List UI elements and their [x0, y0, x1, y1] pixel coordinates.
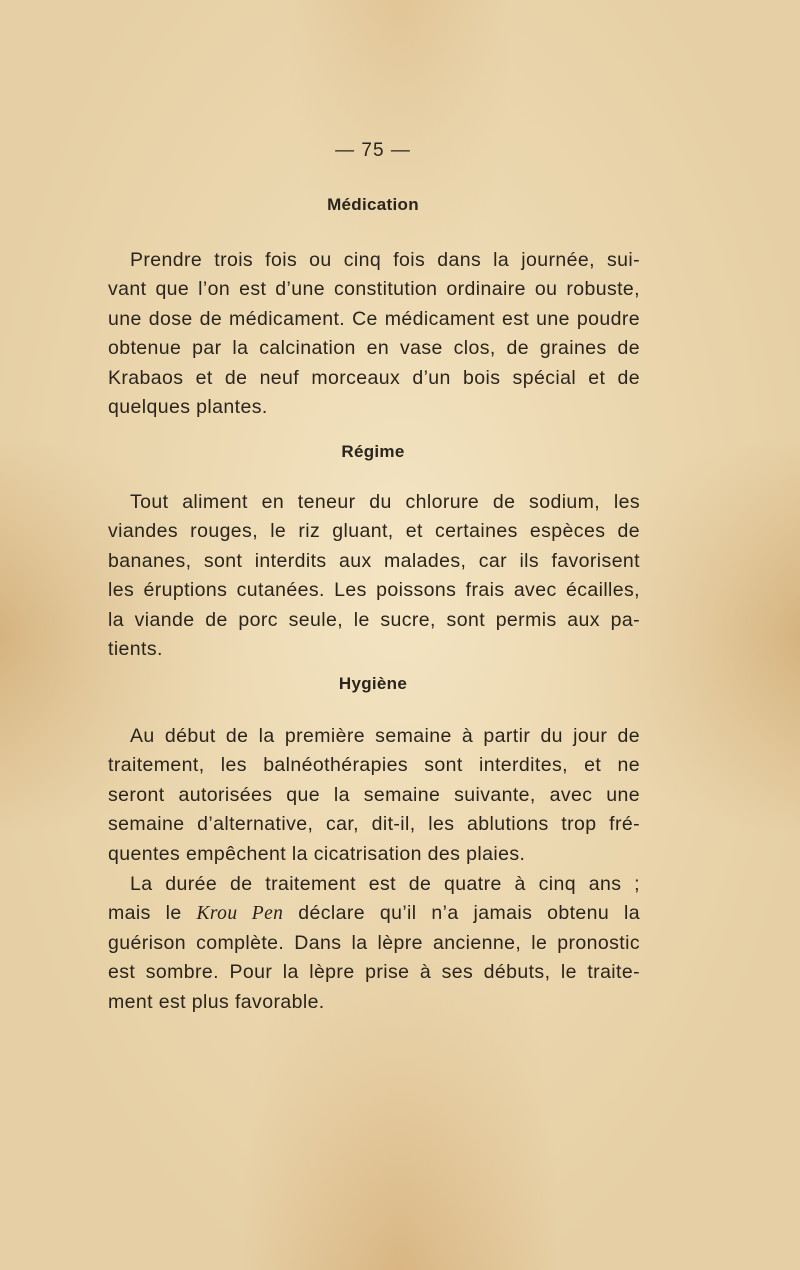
text-line: Krabaos et de neuf morceaux d’un bois spécial et de [108, 366, 640, 389]
text-line: guérison complète. Dans la lèpre ancienne, le pronostic [108, 931, 640, 954]
paragraph-regime [108, 488, 640, 664]
text-line: vant que l’on est d’une constitution ordinaire ou robuste, [108, 278, 640, 301]
text-line: bananes, sont interdits aux malades, car ils favorisent [108, 549, 640, 572]
paragraph-hygiene-2 [108, 870, 640, 1017]
text-line: tients. [108, 638, 163, 661]
section-heading-medication: Médication [327, 195, 419, 214]
text-line: quelques plantes. [108, 396, 268, 419]
text-line: obtenue par la calcination en vase clos, de graines de [108, 337, 640, 360]
text-line: quentes empêchent la cicatrisation des plaies. [108, 842, 526, 865]
paragraph-hygiene-1 [108, 722, 640, 869]
text-line: est sombre. Pour la lèpre prise à ses débuts, le traite- [108, 961, 640, 984]
text-line: les éruptions cutanées. Les poissons frais avec écailles, [108, 579, 640, 602]
text-line: Prendre trois fois ou cinq fois dans la journée, sui- [130, 249, 640, 271]
section-heading-regime: Régime [341, 442, 405, 461]
italic-term-krou-pen: Krou Pen [196, 903, 284, 925]
text-line-with-italic [108, 899, 640, 928]
text-line: Tout aliment en teneur du chlorure de sodium, les [130, 491, 640, 513]
text-line: ment est plus favorable. [108, 990, 325, 1013]
text-segment: déclare qu’il n’a jamais obtenu la [283, 902, 641, 925]
text-line: traitement, les balnéothérapies sont interdites, et ne [108, 754, 640, 777]
text-line: une dose de médicament. Ce médicament est une poudre [108, 307, 640, 330]
text-line: la viande de porc seule, le sucre, sont permis aux pa- [108, 608, 640, 631]
text-line: seront autorisées que la semaine suivante, avec une [108, 783, 640, 806]
text-line: semaine d’alternative, car, dit-il, les ablutions trop fré- [108, 813, 640, 836]
text-line: viandes rouges, le riz gluant, et certaines espèces de [108, 520, 640, 543]
section-heading-hygiene: Hygiène [338, 674, 408, 693]
paragraph-medication [108, 246, 640, 422]
text-segment: mais le [108, 902, 197, 925]
page-number: — 75 — [335, 140, 411, 161]
text-line: La durée de traitement est de quatre à cinq ans ; [130, 873, 640, 895]
text-line: Au début de la première semaine à partir du jour de [130, 725, 640, 747]
